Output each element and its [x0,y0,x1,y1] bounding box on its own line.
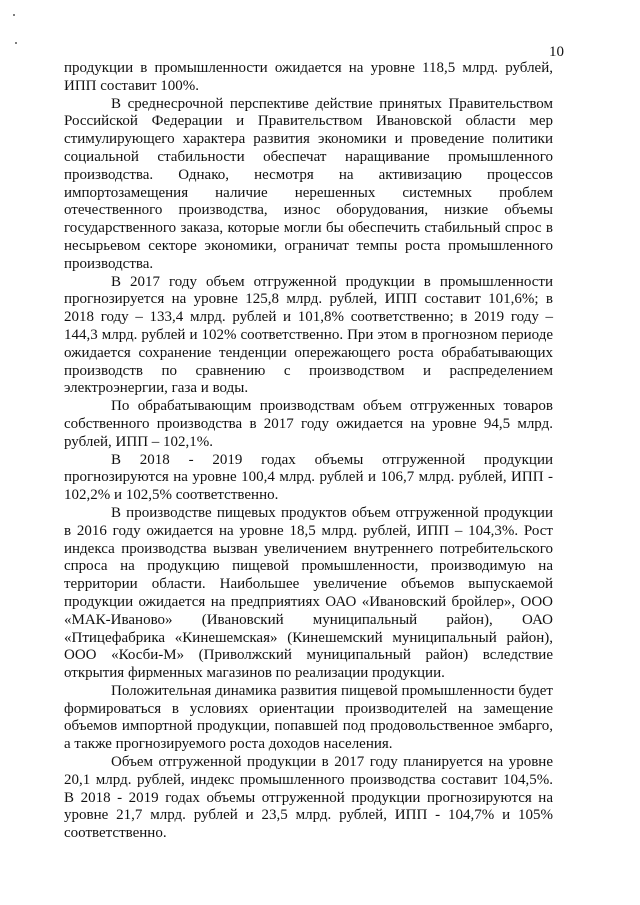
paragraph-food-production-2016: В производстве пищевых продуктов объем отгруженной продукции в 2016 году ожидается на уровне 18,5 млрд. рублей, ИПП – 104,3%. Рост индекса производства вызван увеличением внутреннего потребительского спроса на продукцию пищевой промышленности, производимую на территории области. Наибольшее увеличение объемов выпускаемой продукции ожидается на предприятиях ОАО «Ивановский бройлер», ООО «МАК-Иваново» (Ивановский муниципальный район), ОАО «Птицефабрика «Кинешемская» (Кинешемский муниципальный район), ООО «Косби-М» (Приволжский муниципальный район) вследствие открытия фирменных магазинов по реализации продукции. [64,504,553,682]
paragraph-food-forecast-2017-2019: Объем отгруженной продукции в 2017 году планируется на уровне 20,1 млрд. рублей, индекс промышленного производства составит 104,5%. В 2018 - 2019 годах объемы отгруженной продукции прогнозируются на уровне 21,7 млрд. рублей и 23,5 млрд. рублей, ИПП - 104,7% и 105% соответственно. [64,754,553,842]
paragraph-continuation: продукции в промышленности ожидается на уровне 118,5 млрд. рублей, ИПП составит 100%. [64,60,553,94]
scan-speck [15,42,17,44]
paragraph-manufacturing-2017: По обрабатывающим производствам объем отгруженных товаров собственного производства в 2017 году ожидается на уровне 94,5 млрд. рублей, ИПП – 102,1%. [64,398,553,450]
document-body [64,60,553,843]
page-number: 10 [549,44,564,60]
paragraph-food-industry-dynamics: Положительная динамика развития пищевой промышленности будет формироваться в условиях ориентации производителей на замещение объемов импортной продукции, попавшей под продовольственное эмбарго, а также прогнозируемого роста доходов населения. [64,682,553,753]
paragraph-medium-term-outlook: В среднесрочной перспективе действие принятых Правительством Российской Федерации и Правительством Ивановской области мер стимулирующего характера развития экономики и проведение политики социальной стабильности обеспечат наращивание промышленного производства. Однако, несмотря на активизацию процессов импортозамещения наличие нерешенных системных проблем отечественного производства, износ оборудования, низкие объемы государственного заказа, которые могли бы обеспечить стабильный спрос в несырьевом секторе экономики, ограничат темпы роста промышленного производства. [64,95,553,272]
paragraph-industry-forecast-2017: В 2017 году объем отгруженной продукции в промышленности прогнозируется на уровне 125,8 млрд. рублей, ИПП составит 101,6%; в 2018 году – 133,4 млрд. рублей и 101,8% соответственно; в 2019 году – 144,3 млрд. рублей и 102% соответственно. При этом в прогнозном периоде ожидается сохранение тенденции опережающего роста обрабатывающих производств по сравнению с производством и распределением электроэнергии, газа и воды. [64,273,553,397]
scan-speck [13,14,15,16]
paragraph-manufacturing-2018-2019: В 2018 - 2019 годах объемы отгруженной продукции прогнозируются на уровне 100,4 млрд. рублей и 106,7 млрд. рублей, ИПП - 102,2% и 102,5% соответственно. [64,451,553,504]
